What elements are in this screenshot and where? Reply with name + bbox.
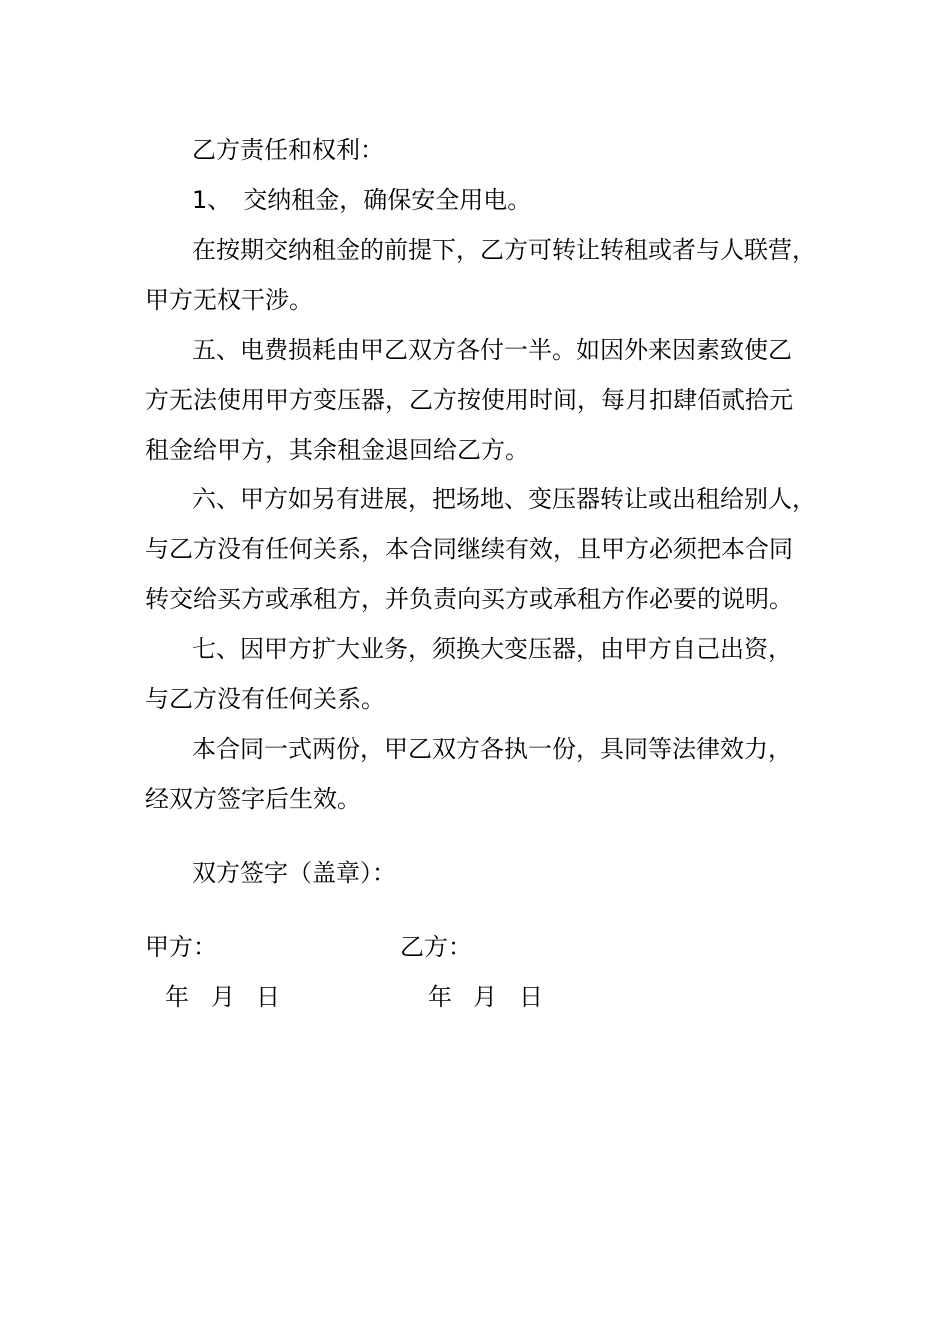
date-month: 月 [211,983,235,1011]
date-day: 日 [519,983,543,1011]
paragraph-line: 在按期交纳租金的前提下，乙方可转让转租或者与人联营， [192,236,816,264]
date-month: 月 [473,983,497,1011]
date-day: 日 [256,983,280,1011]
clause-five-line: 五、电费损耗由甲乙双方各付一半。如因外来因素致使乙 [192,336,792,364]
clause-item-1: 1、 交纳租金，确保安全用电。 [192,186,532,214]
closing-clause-line: 本合同一式两份，甲乙双方各执一份，具同等法律效力， [192,735,792,763]
party-a-label: 甲方： [145,933,217,961]
party-b-label: 乙方： [400,933,472,961]
clause-six-line: 与乙方没有任何关系，本合同继续有效，且甲方必须把本合同 [145,535,793,563]
clause-six-line: 转交给买方或承租方，并负责向买方或承租方作必要的说明。 [145,585,793,613]
signature-heading: 双方签字（盖章）： [192,859,396,887]
clause-five-line: 租金给甲方，其余租金退回给乙方。 [145,436,529,464]
paragraph-line: 甲方无权干涉。 [145,286,313,314]
clause-six-line: 六、甲方如另有进展，把场地、变压器转让或出租给别人， [192,485,816,513]
date-year: 年 [165,983,189,1011]
date-year: 年 [428,983,452,1011]
closing-clause-line: 经双方签字后生效。 [145,785,361,813]
clause-seven-line: 七、因甲方扩大业务，须换大变压器，由甲方自己出资， [192,635,792,663]
section-heading-party-b-duties: 乙方责任和权利： [192,136,384,164]
clause-five-line: 方无法使用甲方变压器，乙方按使用时间，每月扣肆佰贰拾元 [145,386,793,414]
clause-seven-line: 与乙方没有任何关系。 [145,685,385,713]
